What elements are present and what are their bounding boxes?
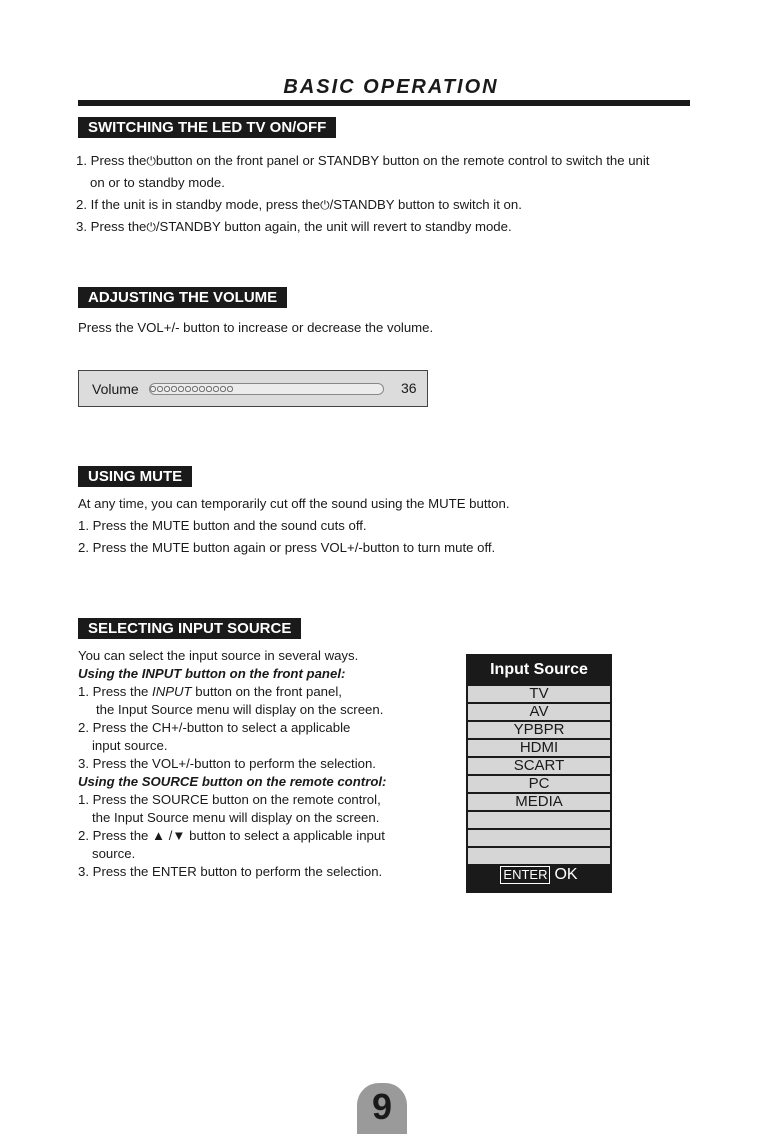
input-button-name: INPUT bbox=[152, 684, 192, 699]
power-icon: ⏻ bbox=[146, 220, 156, 234]
mute-line: 1. Press the MUTE button and the sound cuts off. bbox=[78, 518, 367, 533]
power-instructions bbox=[76, 150, 649, 238]
title-divider bbox=[78, 100, 690, 106]
power-step-2-post: /STANDBY button to switch it on. bbox=[329, 197, 522, 212]
mute-line: 2. Press the MUTE button again or press VOL+/-button to turn mute off. bbox=[78, 540, 496, 555]
input-intro: You can select the input source in several ways. bbox=[78, 648, 359, 663]
power-step-3-pre: 3. Press the bbox=[76, 219, 147, 234]
source-item-empty bbox=[468, 830, 610, 846]
mute-instructions bbox=[78, 493, 510, 559]
input-instructions bbox=[78, 647, 386, 881]
input-source-footer bbox=[466, 866, 612, 888]
input-source-menu-title: Input Source bbox=[490, 661, 588, 678]
volume-text: Press the VOL+/- button to increase or decrease the volume. bbox=[78, 320, 434, 335]
input-remote-step-2-cont: source. bbox=[92, 846, 136, 861]
input-source-list bbox=[468, 686, 610, 866]
power-step-1-cont: on or to standby mode. bbox=[90, 175, 225, 190]
source-item-empty bbox=[468, 848, 610, 864]
power-step-2 bbox=[76, 194, 649, 216]
volume-osd bbox=[78, 370, 428, 407]
page-title: BASIC OPERATION bbox=[283, 76, 499, 98]
power-step-1-pre: 1. Press the bbox=[76, 153, 147, 168]
section-heading-power: SWITCHING THE LED TV ON/OFF bbox=[78, 117, 336, 138]
input-front-step-3: 3. Press the VOL+/-button to perform the selection. bbox=[78, 756, 376, 771]
input-remote-step-1: 1. Press the SOURCE button on the remote control, bbox=[78, 792, 381, 807]
volume-label: Volume bbox=[92, 381, 139, 397]
source-item-pc[interactable]: PC bbox=[468, 776, 610, 792]
source-item-scart[interactable]: SCART bbox=[468, 758, 610, 774]
volume-value: 36 bbox=[401, 380, 417, 396]
input-front-step-2: 2. Press the CH+/-button to select a applicable bbox=[78, 720, 351, 735]
section-heading-mute: USING MUTE bbox=[78, 466, 192, 487]
section-heading-volume: ADJUSTING THE VOLUME bbox=[78, 287, 287, 308]
input-front-step-1-cont: the Input Source menu will display on the screen. bbox=[96, 702, 384, 717]
input-remote-step-3: 3. Press the ENTER button to perform the selection. bbox=[78, 864, 383, 879]
ok-label: OK bbox=[554, 866, 578, 883]
source-item-ypbpr[interactable]: YPBPR bbox=[468, 722, 610, 738]
volume-bar bbox=[149, 383, 384, 395]
section-heading-input: SELECTING INPUT SOURCE bbox=[78, 618, 301, 639]
source-item-av[interactable]: AV bbox=[468, 704, 610, 720]
volume-bar-fill bbox=[150, 384, 234, 394]
input-front-step-1-post: button on the front panel, bbox=[191, 684, 342, 699]
power-icon: ⏻ bbox=[146, 154, 156, 168]
input-remote-step-1-cont: the Input Source menu will display on the screen. bbox=[92, 810, 380, 825]
input-subheading-front-panel: Using the INPUT button on the front panel: bbox=[78, 666, 346, 681]
mute-line: At any time, you can temporarily cut off the sound using the MUTE button. bbox=[78, 496, 510, 511]
power-step-2-pre: 2. If the unit is in standby mode, press the bbox=[76, 197, 321, 212]
source-item-tv[interactable]: TV bbox=[468, 686, 610, 702]
input-front-step-1 bbox=[78, 683, 386, 701]
source-item-empty bbox=[468, 812, 610, 828]
input-subheading-remote: Using the SOURCE button on the remote control: bbox=[78, 774, 387, 789]
power-step-1 bbox=[76, 150, 649, 172]
input-front-step-2-cont: input source. bbox=[92, 738, 168, 753]
enter-key-label: ENTER bbox=[500, 866, 550, 884]
source-item-hdmi[interactable]: HDMI bbox=[468, 740, 610, 756]
power-icon: ⏻ bbox=[320, 198, 330, 212]
page-number: 9 bbox=[357, 1083, 407, 1134]
power-step-1-post: button on the front panel or STANDBY button on the remote control to switch the unit bbox=[155, 153, 650, 168]
input-source-menu bbox=[466, 654, 612, 893]
source-item-media[interactable]: MEDIA bbox=[468, 794, 610, 810]
input-front-step-1-pre: 1. Press the bbox=[78, 684, 153, 699]
power-step-3-post: /STANDBY button again, the unit will revert to standby mode. bbox=[155, 219, 512, 234]
input-remote-step-2: 2. Press the ▲ /▼ button to select a applicable input bbox=[78, 828, 385, 843]
power-step-3 bbox=[76, 216, 649, 238]
